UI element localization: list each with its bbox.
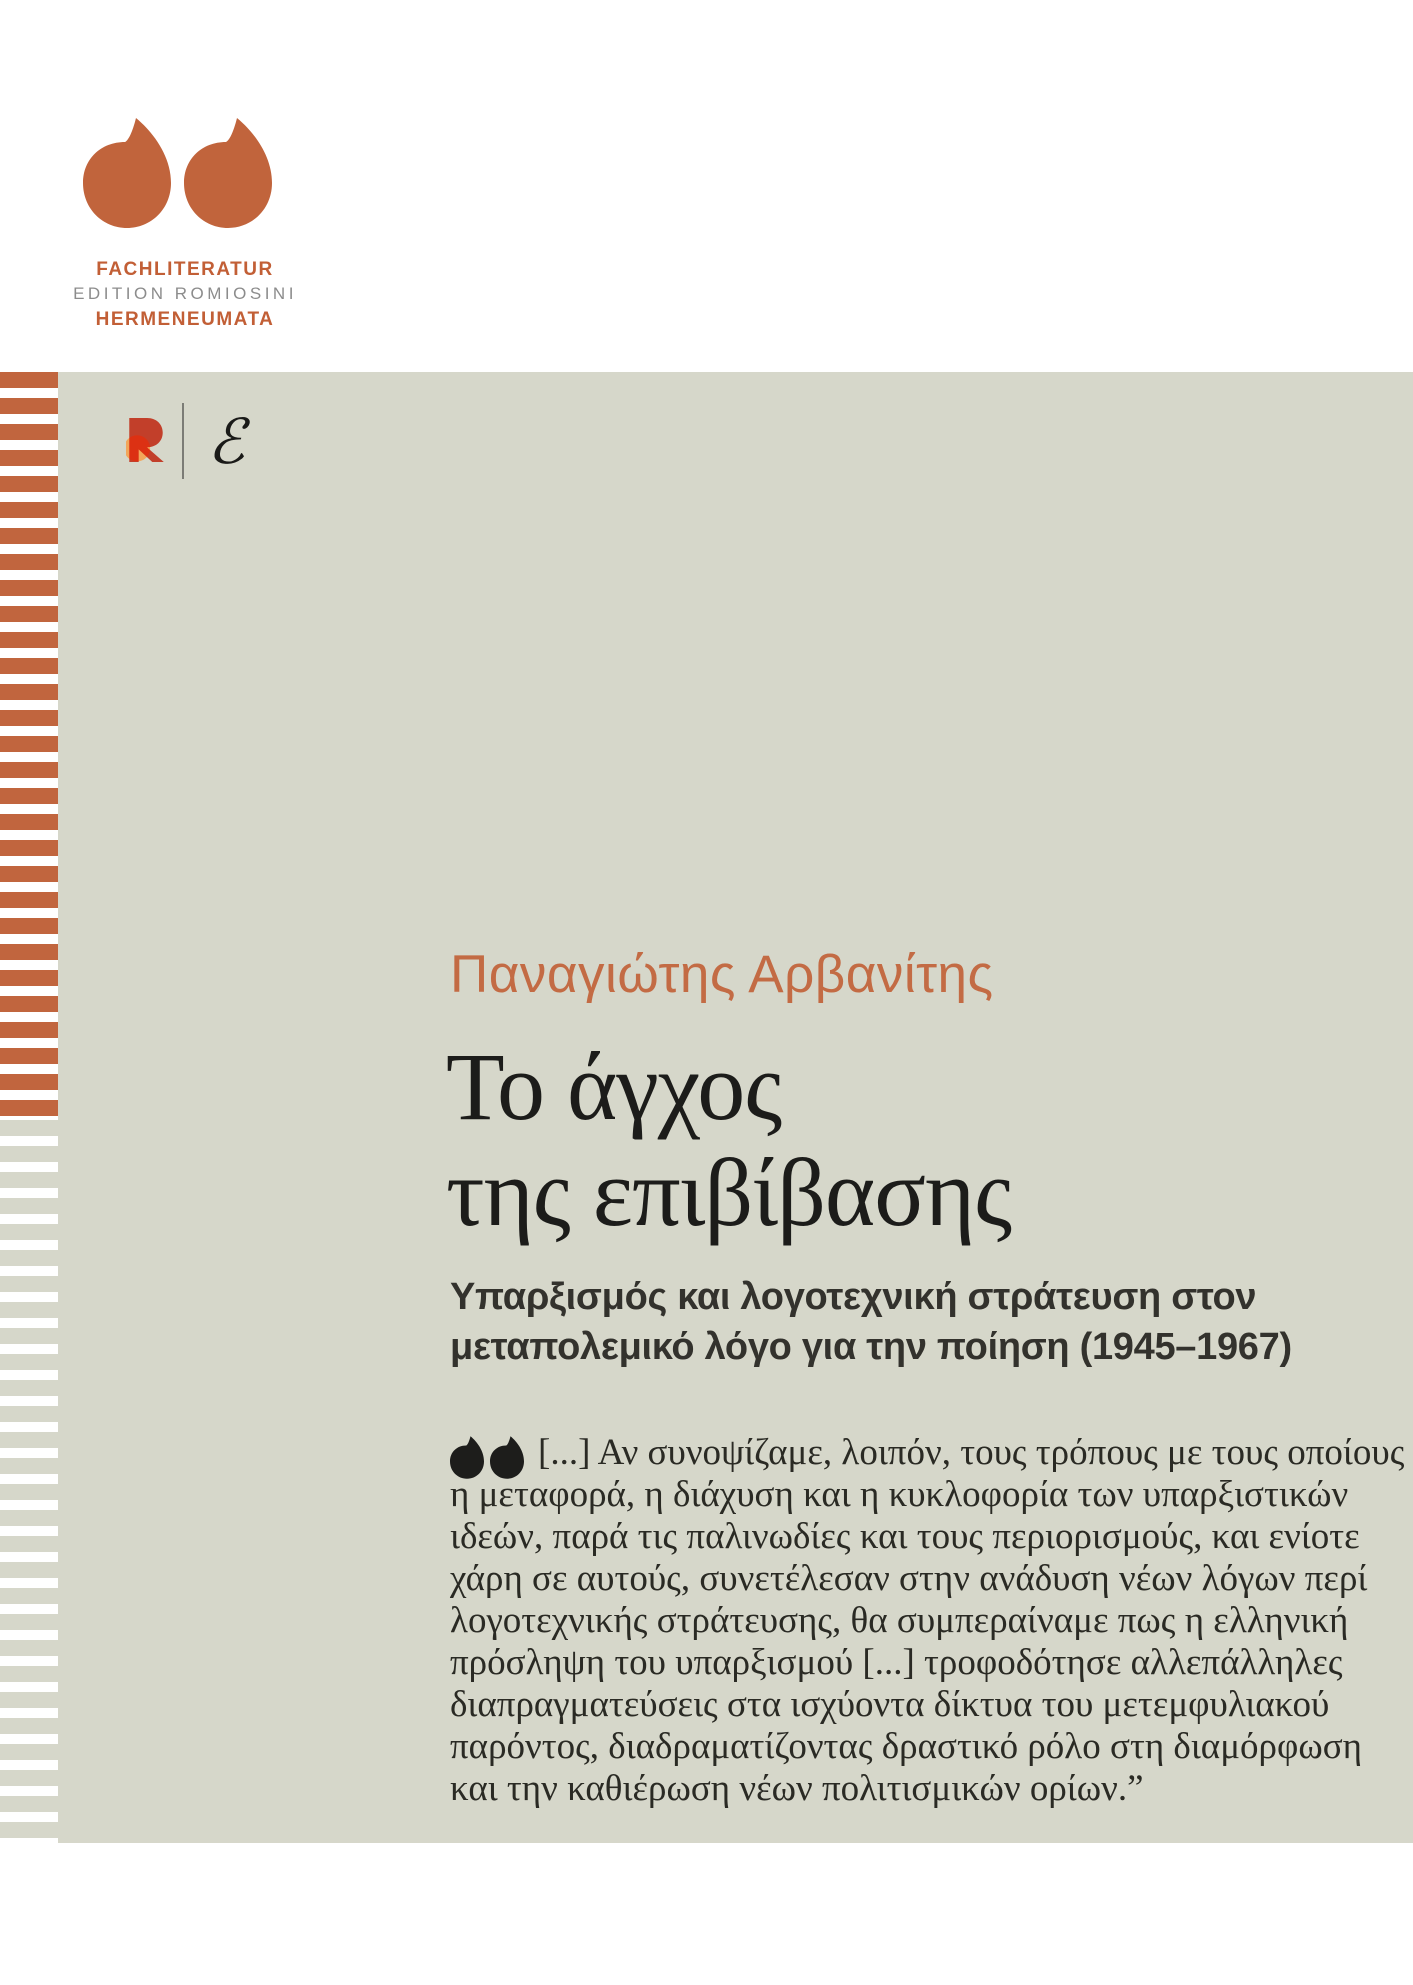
quote-line: η μεταφορά, η διάχυση και η κυκλοφορία των υπαρξιστικών bbox=[450, 1474, 1349, 1515]
subtitle-line-1: Υπαρξισμός και λογοτεχνική στράτευση στον bbox=[450, 1276, 1257, 1318]
title-line-2: της επιβίβασης bbox=[446, 1139, 1012, 1246]
stripe-column-orange bbox=[0, 372, 58, 1120]
book-title bbox=[446, 1034, 1011, 1246]
publisher-text-block bbox=[40, 258, 330, 331]
publisher-logo bbox=[83, 118, 279, 236]
quote-line: ιδεών, παρά τις παλινωδίες και τους περιορισμούς, και ενίοτε bbox=[450, 1516, 1360, 1557]
quote-line: χάρη σε αυτούς, συνετέλεσαν στην ανάδυση νέων λόγων περί bbox=[450, 1558, 1368, 1599]
quote-line: διαπραγματεύσεις στα ισχύοντα δίκτυα του μετεμφυλιακού bbox=[450, 1684, 1330, 1725]
title-line-1: Το άγχος bbox=[446, 1033, 782, 1140]
pull-quote bbox=[450, 1432, 1405, 1810]
logo-divider bbox=[182, 403, 184, 479]
romiosini-r-icon bbox=[126, 417, 166, 463]
publisher-series: FACHLITERATUR bbox=[96, 259, 274, 280]
epsilon-icon: ℰ bbox=[207, 405, 245, 478]
quote-line: λογοτεχνικής στράτευσης, θα συμπεραίναμε πως η ελληνική bbox=[450, 1600, 1349, 1641]
quote-drop-icon bbox=[184, 118, 272, 228]
quote-drop-icon bbox=[83, 118, 171, 228]
publisher-edition: EDITION ROMIOSINI bbox=[73, 284, 297, 304]
subtitle-line-2: μεταπολεμικό λόγο για την ποίηση (1945–1967) bbox=[450, 1326, 1292, 1368]
quote-line: [...] Αν συνοψίζαμε, λοιπόν, τους τρόπους με τους οποίους bbox=[538, 1432, 1405, 1473]
subtitle bbox=[450, 1272, 1292, 1372]
quote-line: και την καθιέρωση νέων πολιτισμικών ορίων.” bbox=[450, 1768, 1144, 1809]
quote-line: παρόντος, διαδραματίζοντας δραστικό ρόλο στη διαμόρφωση bbox=[450, 1726, 1362, 1767]
publisher-imprint: HERMENEUMATA bbox=[95, 308, 275, 330]
stripe-column-gray bbox=[0, 1120, 58, 1843]
author-name: Παναγιώτης Αρβανίτης bbox=[450, 945, 994, 1004]
quote-line: πρόσληψη του υπαρξισμού [...] τροφοδότησε αλλεπάλληλες bbox=[450, 1642, 1343, 1683]
